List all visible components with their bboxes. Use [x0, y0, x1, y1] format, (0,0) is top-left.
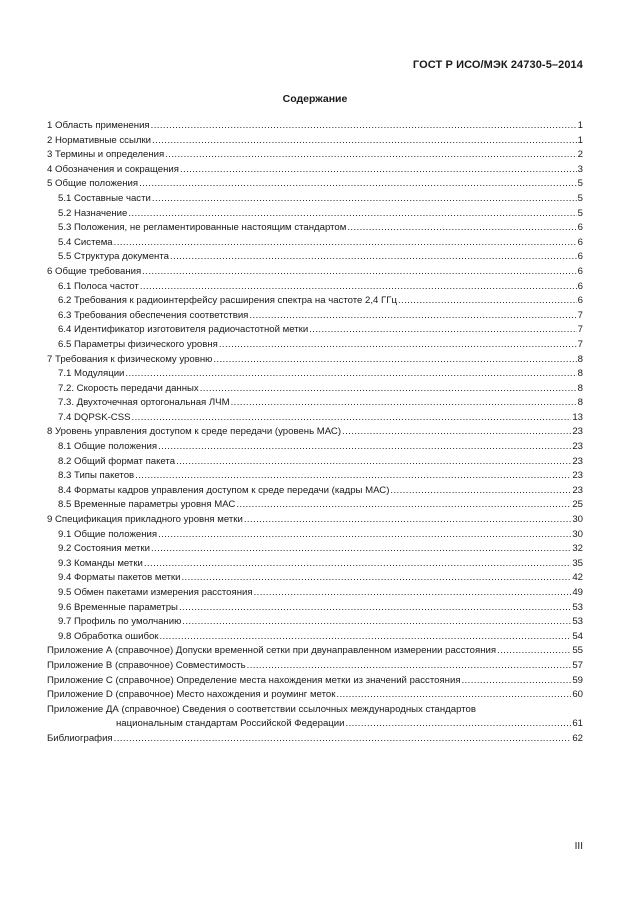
- toc-leader-dots: [139, 177, 577, 192]
- toc-entry[interactable]: [47, 469, 583, 484]
- toc-entry-page: 61: [572, 718, 583, 730]
- toc-entry-label: 8.2 Общий формат пакета: [58, 455, 176, 467]
- toc-entry-label: 6.4 Идентификатор изготовителя радиочастотной метки: [58, 324, 309, 336]
- toc-entry-page: 23: [572, 484, 583, 496]
- toc-entry-label: 7 Требования к физическому уровню: [47, 353, 213, 365]
- toc-entry[interactable]: [47, 236, 583, 251]
- toc-leader-dots: [142, 265, 576, 280]
- toc-leader-dots: [342, 425, 571, 440]
- toc-leader-dots: [200, 382, 577, 397]
- toc-entry[interactable]: [47, 192, 583, 207]
- toc-entry-label: 3 Термины и определения: [47, 149, 165, 161]
- toc-entry-label: 8 Уровень управления доступом к среде передачи (уровень МАС): [47, 426, 342, 438]
- toc-leader-dots: [140, 280, 577, 295]
- toc-entry-label: 5.3 Положения, не регламентированные настоящим стандартом: [58, 222, 347, 234]
- toc-entry-label: 5.2 Назначение: [58, 207, 128, 219]
- toc-leader-dots: [159, 630, 571, 645]
- toc-entry-page: 59: [572, 674, 583, 686]
- toc-entry[interactable]: [47, 382, 583, 397]
- toc-leader-dots: [114, 732, 572, 747]
- toc-entry-page: 35: [572, 557, 583, 569]
- toc-entry-label: 1 Область применения: [47, 120, 150, 131]
- toc-entry-page: 53: [572, 601, 583, 613]
- toc-entry-label: Приложение D (справочное) Место нахождения и роуминг меток: [47, 689, 336, 701]
- toc-entry-label: 8.1 Общие положения: [58, 441, 158, 453]
- toc-entry-label-continued: национальным стандартам Российской Федерации: [116, 718, 345, 730]
- toc-entry-page: 6: [577, 265, 583, 277]
- toc-leader-dots: [181, 571, 571, 586]
- toc-entry-label: 7.4 DQPSK-CSS: [58, 411, 131, 423]
- toc-leader-dots: [152, 134, 577, 149]
- toc-entry[interactable]: [47, 294, 583, 309]
- toc-entry[interactable]: [47, 411, 583, 426]
- toc-leader-dots: [158, 528, 571, 543]
- toc-entry-page: 5: [577, 178, 583, 190]
- toc-entry[interactable]: [47, 177, 583, 192]
- toc-leader-dots: [152, 192, 577, 207]
- toc-entry-page: 13: [572, 411, 583, 423]
- toc-entry[interactable]: [47, 309, 583, 324]
- toc-entry-label: Приложение ДА (справочное) Сведения о соответствии ссылочных международных стандартов: [47, 703, 476, 715]
- page-number: III: [574, 841, 583, 852]
- toc-entry-label: 5.1 Составные части: [58, 192, 151, 204]
- toc-entry-label: 5.4 Система: [58, 236, 113, 248]
- toc-leader-dots: [390, 484, 571, 499]
- toc-entry-page: 8: [577, 353, 583, 365]
- toc-leader-dots: [179, 601, 571, 616]
- toc-leader-dots: [309, 323, 576, 338]
- toc-entry-label: 9 Спецификация прикладного уровня метки: [47, 514, 243, 526]
- toc-entry-page: 54: [572, 630, 583, 642]
- toc-leader-dots: [497, 644, 571, 659]
- toc-entry-label: 9.5 Обмен пакетами измерения расстояния: [58, 587, 253, 598]
- toc-entry[interactable]: [47, 207, 583, 222]
- toc-entry[interactable]: [47, 250, 583, 265]
- toc-entry-page: 30: [572, 528, 583, 540]
- toc-entry[interactable]: [47, 323, 583, 338]
- toc-entry-page: 8: [577, 368, 583, 380]
- toc-leader-dots: [170, 250, 577, 265]
- toc-entry-page: 57: [572, 659, 583, 671]
- toc-leader-dots: [144, 557, 571, 572]
- toc-entry-page: 5: [577, 192, 583, 204]
- toc-leader-dots: [336, 688, 571, 703]
- toc-entry[interactable]: [47, 732, 583, 747]
- toc-leader-dots: [231, 396, 577, 411]
- toc-entry-label: 9.4 Форматы пакетов метки: [58, 572, 181, 584]
- toc-entry-label: 7.2. Скорость передачи данных: [58, 382, 199, 394]
- toc-entry-label: 4 Обозначения и сокращения: [47, 163, 179, 175]
- toc-entry[interactable]: [47, 455, 583, 470]
- toc-entry-page: 53: [572, 616, 583, 628]
- toc-entry-page: 6: [577, 251, 583, 263]
- toc-entry-label: 6.3 Требования обеспечения соответствия: [58, 309, 249, 321]
- toc-leader-dots: [180, 163, 577, 178]
- toc-entry[interactable]: [47, 630, 583, 645]
- toc-entry[interactable]: [47, 498, 583, 513]
- toc-entry[interactable]: [47, 601, 583, 616]
- toc-entry-page: 8: [577, 382, 583, 394]
- toc-leader-dots: [151, 542, 571, 557]
- toc-entry[interactable]: [47, 615, 583, 630]
- toc-entry-page: 23: [572, 426, 583, 438]
- toc-entry-label: Приложение А (справочное) Допуски временной сетки при двунаправленном измерении расстояния: [47, 645, 497, 657]
- toc-leader-dots: [213, 353, 576, 368]
- toc-entry-label: Приложение С (справочное) Определение места нахождения метки из значений расстояния: [47, 674, 461, 686]
- toc-entry-page: 1: [577, 134, 583, 146]
- toc-entry-page: 7: [577, 324, 583, 336]
- toc-entry[interactable]: [47, 396, 583, 411]
- toc-entry-label: 6.2 Требования к радиоинтерфейсу расширения спектра на частоте 2,4 ГГц: [58, 295, 397, 307]
- toc-entry-label: 9.3 Команды метки: [58, 557, 143, 569]
- toc-entry[interactable]: [47, 571, 583, 586]
- toc-leader-dots: [151, 119, 577, 134]
- toc-entry[interactable]: [47, 221, 583, 236]
- toc-entry-label: 9.2 Состояния метки: [58, 543, 150, 555]
- toc-leader-dots: [182, 615, 571, 630]
- toc-entry-page: 6: [577, 222, 583, 234]
- toc-leader-dots: [244, 513, 571, 528]
- toc-entry-page: 6: [577, 280, 583, 292]
- toc-leader-dots: [128, 207, 576, 222]
- toc-entry-page: 6: [577, 236, 583, 248]
- toc-entry-page: 55: [572, 645, 583, 657]
- toc-leader-dots: [165, 148, 576, 163]
- toc-entry-label: 7.3. Двухточечная ортогональная ЛЧМ: [58, 397, 230, 409]
- toc-entry-label: 6.1 Полоса частот: [58, 280, 139, 292]
- toc-leader-dots: [158, 440, 571, 455]
- toc-leader-dots: [114, 236, 577, 251]
- toc-entry-label: 6.5 Параметры физического уровня: [58, 338, 218, 350]
- toc-leader-dots: [346, 717, 572, 732]
- toc-entry[interactable]: [47, 338, 583, 353]
- toc-entry-label: 7.1 Модуляции: [58, 368, 125, 380]
- toc-entry-page: 42: [572, 572, 583, 584]
- toc-entry[interactable]: [47, 425, 583, 440]
- toc-leader-dots: [176, 455, 571, 470]
- toc-entry-label: 8.3 Типы пакетов: [58, 470, 135, 482]
- toc-leader-dots: [219, 338, 577, 353]
- toc-entry[interactable]: [47, 557, 583, 572]
- toc-entry-page: 6: [577, 295, 583, 307]
- toc-entry-page: 5: [577, 207, 583, 219]
- toc-entry[interactable]: [47, 440, 583, 455]
- toc-entry-page: 60: [572, 689, 583, 701]
- toc-entry-page: 23: [572, 455, 583, 467]
- toc-entry[interactable]: [47, 644, 583, 659]
- toc-leader-dots: [347, 221, 576, 236]
- toc-entry-label: 8.4 Форматы кадров управления доступом к среде передачи (кадры МАС): [58, 484, 390, 496]
- toc-entry-page: 23: [572, 470, 583, 482]
- toc-entry-label: 6 Общие требования: [47, 265, 142, 277]
- toc-entry-page: 7: [577, 338, 583, 350]
- toc-entry[interactable]: [47, 163, 583, 178]
- toc-entry[interactable]: [47, 513, 583, 528]
- toc-entry[interactable]: [47, 703, 583, 732]
- toc-entry-label: 9.7 Профиль по умолчанию: [58, 616, 182, 628]
- toc-entry-label: 8.5 Временные параметры уровня МАС: [58, 499, 236, 511]
- toc-entry-page: 30: [572, 514, 583, 526]
- toc-entry-label: Приложение В (справочное) Совместимость: [47, 659, 246, 671]
- toc-entry[interactable]: [47, 353, 583, 368]
- toc-entry[interactable]: [47, 484, 583, 499]
- toc-entry-label: 5.5 Структура документа: [58, 251, 169, 263]
- toc-leader-dots: [249, 309, 576, 324]
- toc-entry-page: 25: [572, 499, 583, 511]
- toc-leader-dots: [236, 498, 571, 513]
- toc-entry[interactable]: [47, 134, 583, 149]
- toc-entry-page: 8: [577, 397, 583, 409]
- toc-entry[interactable]: [47, 119, 583, 134]
- toc-leader-dots: [462, 674, 572, 689]
- toc-entry[interactable]: [47, 674, 583, 689]
- toc-leader-dots: [132, 411, 572, 426]
- toc-leader-dots: [135, 469, 571, 484]
- toc-entry-label: Библиография: [47, 732, 113, 744]
- toc-entry-page: 32: [572, 543, 583, 555]
- toc-entry-page: 7: [577, 309, 583, 321]
- toc-entry-label: 5 Общие положения: [47, 178, 139, 190]
- toc-entry-label: 9.6 Временные параметры: [58, 601, 178, 613]
- standard-header: ГОСТ Р ИСО/МЭК 24730-5–2014: [412, 59, 583, 71]
- toc-entry[interactable]: [47, 688, 583, 703]
- toc-entry[interactable]: [47, 265, 583, 280]
- toc-entry-page: 62: [572, 732, 583, 744]
- toc-entry[interactable]: [47, 148, 583, 163]
- toc-entry-page: 3: [577, 163, 583, 175]
- toc-leader-dots: [125, 367, 576, 382]
- toc-entry[interactable]: [47, 586, 583, 601]
- toc-leader-dots: [254, 586, 572, 601]
- toc-entry-label: 2 Нормативные ссылки: [47, 134, 152, 146]
- toc-leader-dots: [398, 294, 577, 309]
- toc-entry[interactable]: [47, 659, 583, 674]
- toc-leader-dots: [247, 659, 572, 674]
- toc-entry-page: 2: [577, 149, 583, 161]
- toc-entry-page: 23: [572, 441, 583, 453]
- toc-entry[interactable]: [47, 280, 583, 295]
- toc-entry[interactable]: [47, 542, 583, 557]
- toc-entry-page: 1: [577, 120, 583, 131]
- toc-entry-label: 9.1 Общие положения: [58, 528, 158, 540]
- table-of-contents: [47, 119, 583, 747]
- toc-title: Содержание: [282, 93, 348, 105]
- toc-entry[interactable]: [47, 528, 583, 543]
- toc-entry-page: 49: [572, 587, 583, 598]
- toc-entry-label: 9.8 Обработка ошибок: [58, 630, 159, 642]
- toc-entry[interactable]: [47, 367, 583, 382]
